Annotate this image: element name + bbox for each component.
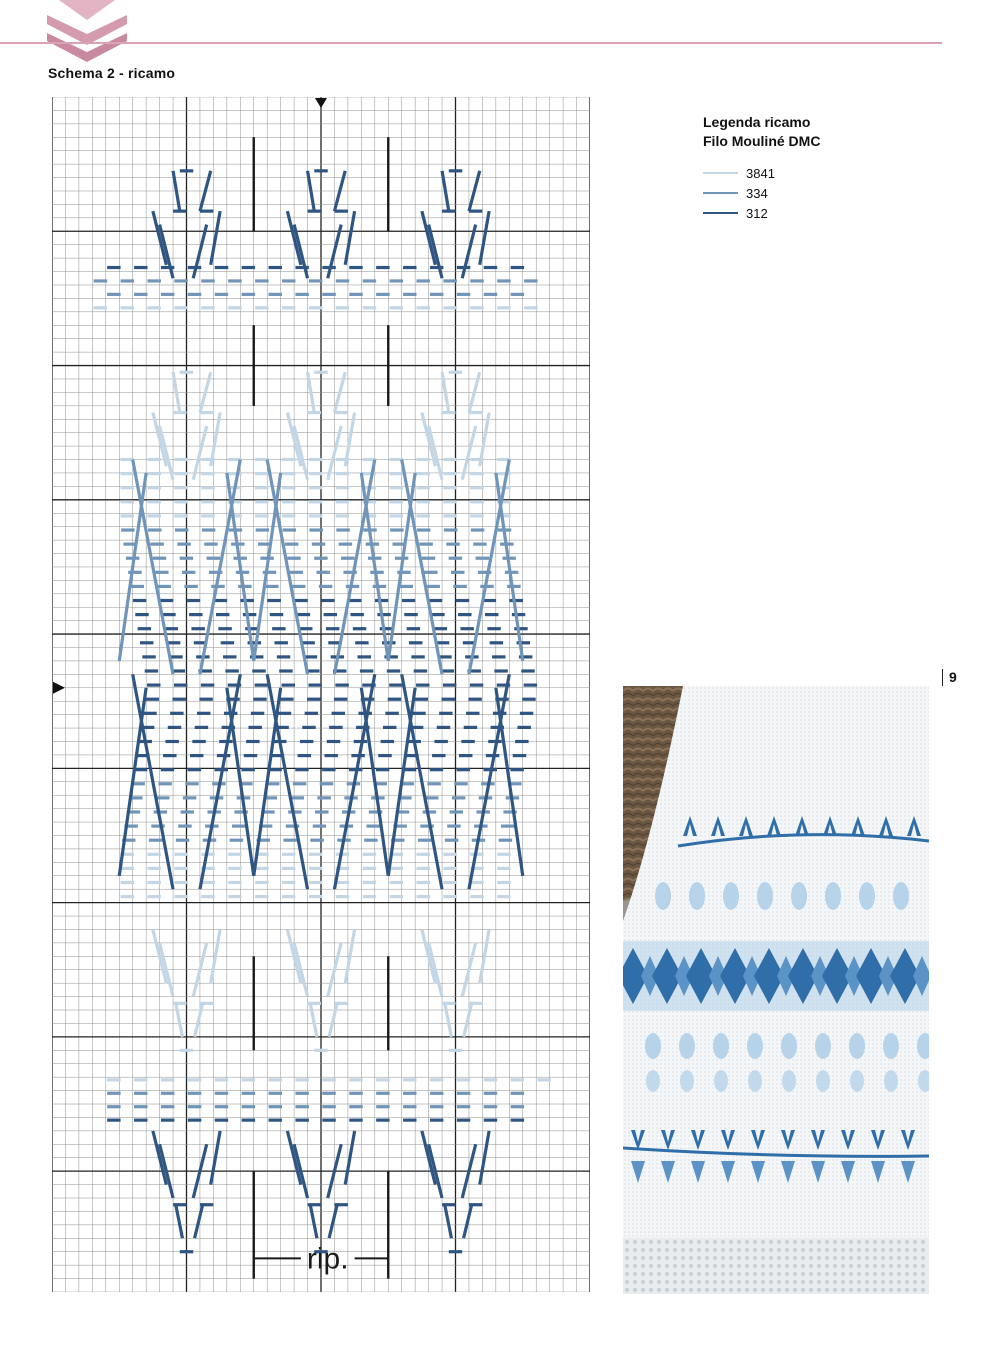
photo-motif — [645, 1033, 661, 1059]
photo-motif — [757, 882, 773, 910]
header-rule — [0, 42, 942, 44]
photo-motif — [859, 882, 875, 910]
legend-item — [703, 203, 820, 223]
photo-motif — [815, 1033, 831, 1059]
photo-motif — [680, 1070, 694, 1092]
photo-motif — [782, 1070, 796, 1092]
photo-motif — [748, 1070, 762, 1092]
photo-motif — [791, 882, 807, 910]
photo-motif — [714, 1070, 728, 1092]
legend-code: 312 — [746, 205, 768, 221]
page-number: 9 — [942, 669, 957, 686]
photo-motif — [884, 1070, 898, 1092]
legend-item — [703, 183, 820, 203]
chevron-logo-icon — [42, 0, 132, 62]
photo-motif — [747, 1033, 763, 1059]
photo-motif — [883, 1033, 899, 1059]
legend — [703, 113, 820, 223]
chart-title: Schema 2 - ricamo — [48, 65, 176, 81]
photo-motif — [781, 1033, 797, 1059]
photo-motif — [655, 882, 671, 910]
legend-code: 3841 — [746, 165, 775, 181]
photo-motif — [893, 882, 909, 910]
photo-motif — [825, 882, 841, 910]
legend-swatch — [703, 212, 738, 214]
embroidered-towel-photo — [623, 686, 929, 1294]
embroidery-chart — [52, 97, 590, 1292]
photo-motif — [679, 1033, 695, 1059]
photo-motif — [713, 1033, 729, 1059]
photo-motif — [816, 1070, 830, 1092]
legend-title-line1: Legenda ricamo — [703, 114, 811, 130]
legend-title-line2: Filo Mouliné DMC — [703, 133, 821, 149]
legend-item — [703, 163, 820, 183]
legend-swatch — [703, 192, 738, 194]
repeat-label: rip. — [306, 1242, 349, 1276]
legend-code: 334 — [746, 185, 768, 201]
photo-motif — [849, 1033, 865, 1059]
photo-motif — [689, 882, 705, 910]
photo-motif — [723, 882, 739, 910]
photo-motif — [646, 1070, 660, 1092]
legend-swatch — [703, 172, 738, 174]
photo-motif — [850, 1070, 864, 1092]
legend-list — [703, 163, 820, 223]
